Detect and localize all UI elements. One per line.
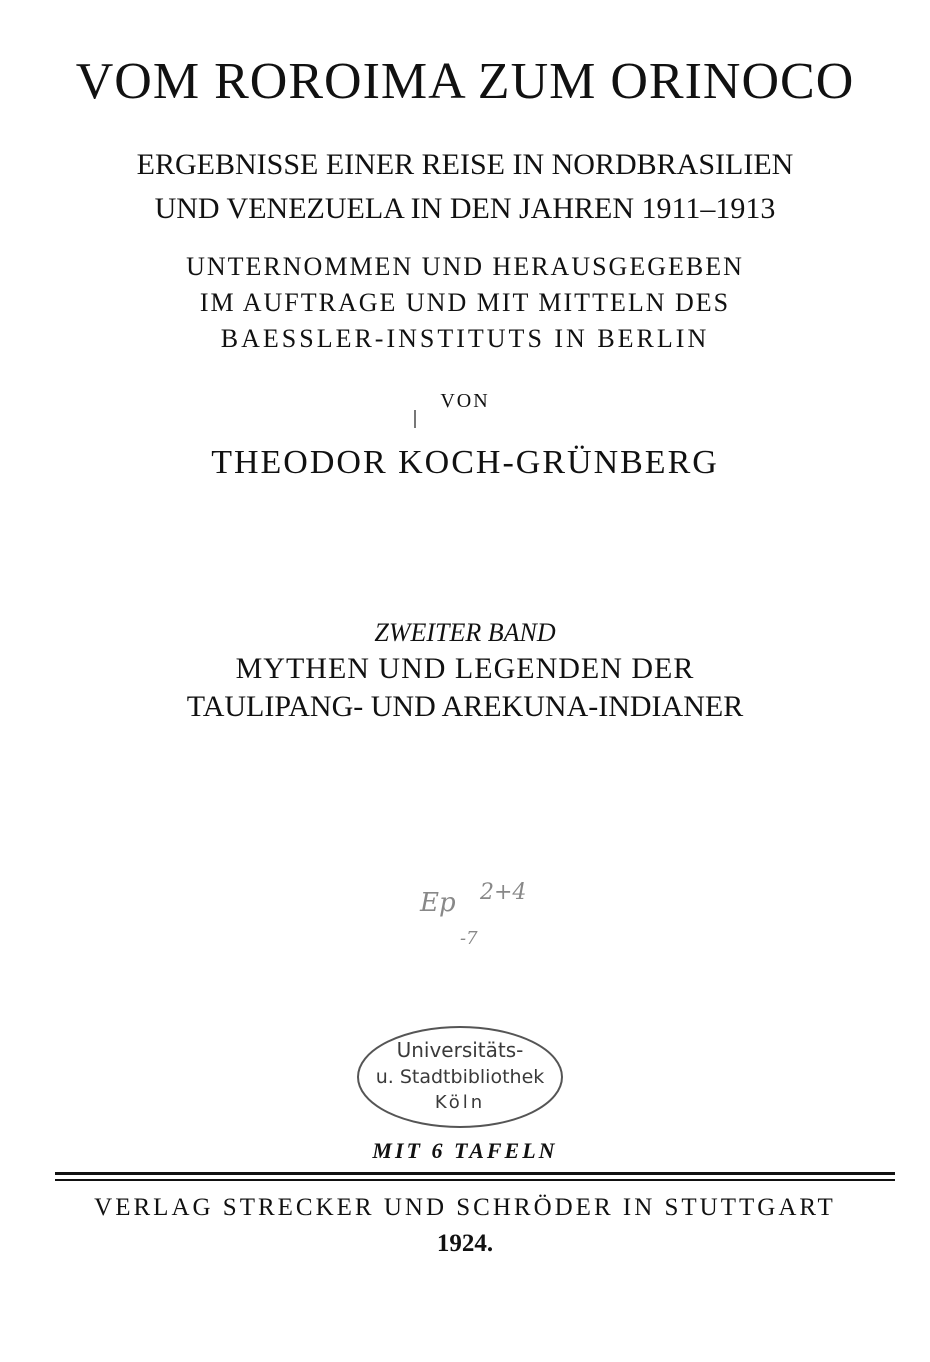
publisher: VERLAG STRECKER UND SCHRÖDER IN STUTTGART	[94, 1194, 836, 1221]
subtitle-line-2: UND VENEZUELA IN DEN JAHREN 1911–1913	[154, 192, 776, 225]
institute-line-1: UNTERNOMMEN UND HERAUSGEGEBEN	[186, 252, 744, 281]
by-label: VON	[440, 390, 490, 412]
stamp-line-1: Universitäts-	[396, 1038, 524, 1062]
divider-rule-top	[55, 1172, 895, 1175]
publication-year: 1924.	[436, 1230, 494, 1257]
volume-title-line-2: TAULIPANG- UND AREKUNA-INDIANER	[186, 690, 744, 723]
volume-label: ZWEITER BAND	[374, 618, 556, 647]
stamp-line-3: Köln	[434, 1092, 486, 1113]
institute-line-2: IM AUFTRAGE UND MIT MITTELN DES	[199, 288, 731, 317]
handwritten-note-3: -7	[460, 928, 478, 949]
plates-note: MIT 6 TAFELN	[372, 1138, 558, 1163]
stamp-line-2: u. Stadtbibliothek	[375, 1066, 545, 1088]
divider-rule-bottom	[55, 1179, 895, 1181]
subtitle-line-1: ERGEBNISSE EINER REISE IN NORDBRASILIEN	[136, 148, 794, 181]
handwritten-note-1: Ep	[420, 888, 456, 918]
author-name: THEODOR KOCH-GRÜNBERG	[211, 444, 719, 481]
institute-line-3: BAESSLER-INSTITUTS IN BERLIN	[220, 324, 710, 353]
volume-title-line-1: MYTHEN UND LEGENDEN DER	[235, 652, 695, 685]
pencil-mark	[414, 410, 416, 428]
library-stamp	[355, 1022, 565, 1132]
book-title: VOM ROROIMA ZUM ORINOCO	[75, 53, 855, 110]
handwritten-shelfmark	[420, 880, 560, 970]
handwritten-note-2: 2+4	[480, 880, 527, 905]
